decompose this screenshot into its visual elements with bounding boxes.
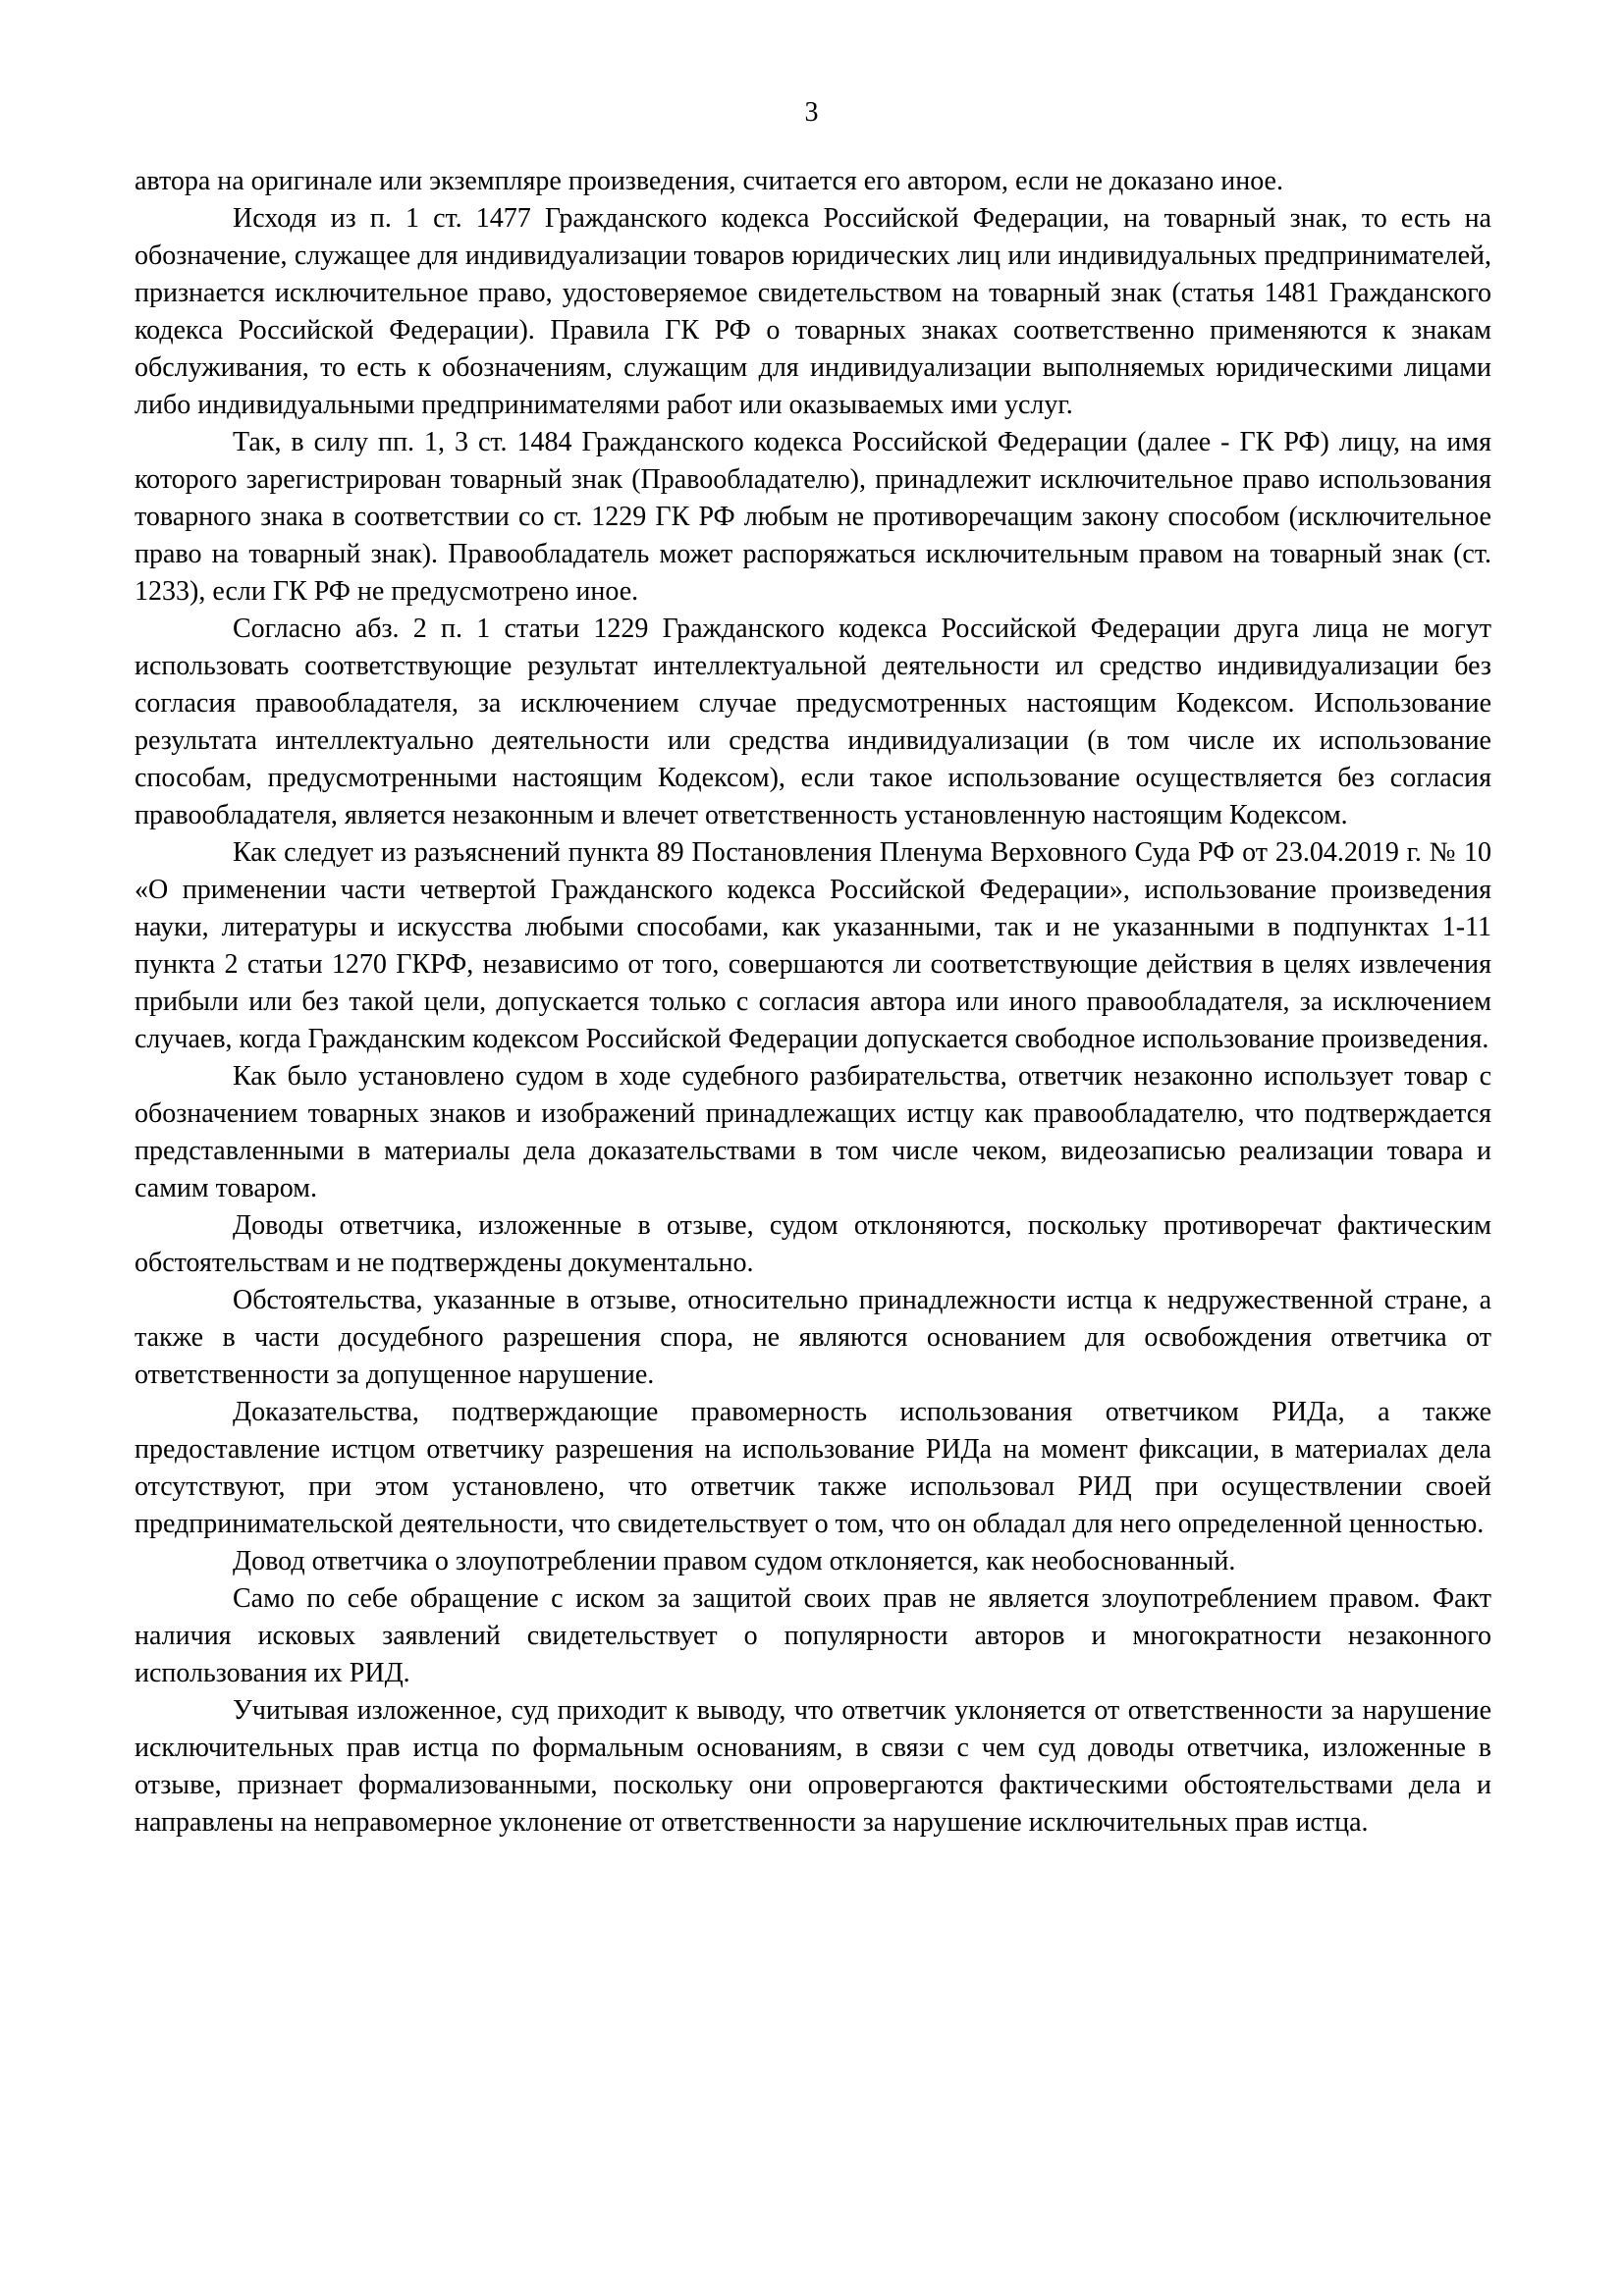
- paragraph: Как было установлено судом в ходе судебного разбирательства, ответчик незаконно использует товар с обозначением товарных знаков и изображений принадлежащих истцу как правообладателю, что подтверждается представленными в материалы дела доказательствами в том числе чеком, видеозаписью реализации товара и самим товаром.: [135, 1061, 1491, 1203]
- paragraph: Исходя из п. 1 ст. 1477 Гражданского кодекса Российской Федерации, на товарный знак, то есть на обозначение, служащее для индивидуализации товаров юридических лиц или индивидуальных предпринимателей, признается исключительное право, удостоверяемое свидетельством на товарный знак (статья 1481 Гражданского кодекса Российской Федерации). Правила ГК РФ о товарных знаках соответственно применяются к знакам обслуживания, то есть к обозначениям, служащим для индивидуализации выполняемых юридическими лицами либо индивидуальными предпринимателями работ или оказываемых ими услуг.: [135, 203, 1491, 420]
- paragraph: Доказательства, подтверждающие правомерность использования ответчиком РИДа, а также предоставление истцом ответчику разрешения на использование РИДа на момент фиксации, в материалах дела отсутствуют, при этом установлено, что ответчик также использовал РИД при осуществлении своей предпринимательской деятельности, что свидетельствует о том, что он обладал для него определенной ценностью.: [135, 1397, 1491, 1539]
- page-number: 3: [804, 97, 819, 128]
- paragraph: автора на оригинале или экземпляре произведения, считается его автором, если не доказано иное.: [135, 166, 1283, 196]
- paragraph: Согласно абз. 2 п. 1 статьи 1229 Гражданского кодекса Российской Федерации друга лица не могут использовать соответствующие результат интеллектуальной деятельности ил средство индивидуализации без согласия правообладателя, за исключением случае предусмотренных настоящим Кодексом. Использование результата интеллектуально деятельности или средства индивидуализации (в том числе их использование способам, предусмотренными настоящим Кодексом), если такое использование осуществляется без согласия правообладателя, является незаконным и влечет ответственность установленную настоящим Кодексом.: [135, 614, 1491, 830]
- paragraph: Само по себе обращение с иском за защитой своих прав не является злоупотреблением правом. Факт наличия исковых заявлений свидетельствует о популярности авторов и многократности незаконного использования их РИД.: [135, 1583, 1491, 1688]
- paragraph: Обстоятельства, указанные в отзыве, относительно принадлежности истца к недружественной стране, а также в части досудебного разрешения спора, не являются основанием для освобождения ответчика от ответственности за допущенное нарушение.: [135, 1285, 1491, 1390]
- document-body: [135, 163, 1491, 1842]
- paragraph: Так, в силу пп. 1, 3 ст. 1484 Гражданского кодекса Российской Федерации (далее - ГК РФ) лицу, на имя которого зарегистрирован товарный знак (Правообладателю), принадлежит исключительное право использования товарного знака в соответствии со ст. 1229 ГК РФ любым не противоречащим закону способом (исключительное право на товарный знак). Правообладатель может распоряжаться исключительным правом на товарный знак (ст. 1233), если ГК РФ не предусмотрено иное.: [135, 427, 1491, 607]
- paragraph: Учитывая изложенное, суд приходит к выводу, что ответчик уклоняется от ответственности за нарушение исключительных прав истца по формальным основаниям, в связи с чем суд доводы ответчика, изложенные в отзыве, признает формализованными, поскольку они опровергаются фактическими обстоятельствами дела и направлены на неправомерное уклонение от ответственности за нарушение исключительных прав истца.: [135, 1695, 1491, 1838]
- paragraph: Как следует из разъяснений пункта 89 Постановления Пленума Верховного Суда РФ от 23.04.2019 г. № 10 «О применении части четвертой Гражданского кодекса Российской Федерации», использование произведения науки, литературы и искусства любыми способами, как указанными, так и не указанными в подпунктах 1-11 пункта 2 статьи 1270 ГКРФ, независимо от того, совершаются ли соответствующие действия в целях извлечения прибыли или без такой цели, допускается только с согласия автора или иного правообладателя, за исключением случаев, когда Гражданским кодексом Российской Федерации допускается свободное использование произведения.: [135, 837, 1491, 1054]
- paragraph: Довод ответчика о злоупотреблении правом судом отклоняется, как необоснованный.: [233, 1546, 1236, 1576]
- paragraph: Доводы ответчика, изложенные в отзыве, судом отклоняются, поскольку противоречат фактическим обстоятельствам и не подтверждены документально.: [135, 1210, 1491, 1278]
